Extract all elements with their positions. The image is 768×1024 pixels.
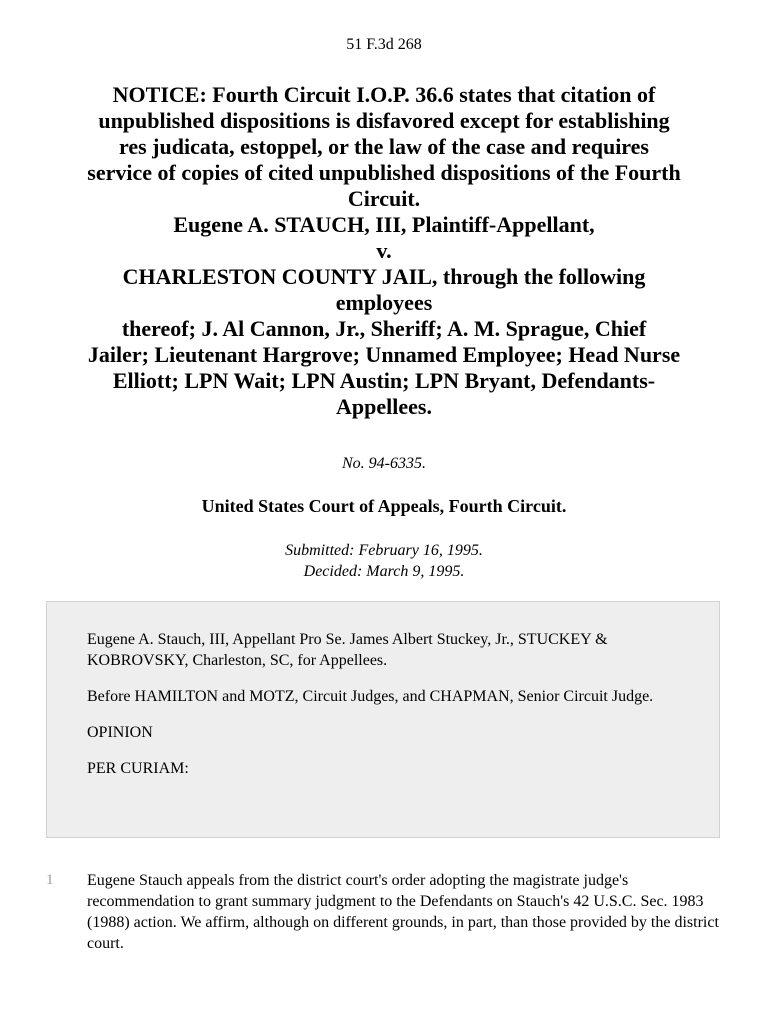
opinion-paragraph: [46, 870, 720, 954]
case-citation: 51 F.3d 268: [346, 36, 422, 53]
counsel-text: Eugene A. Stauch, III, Appellant Pro Se. James Albert Stuckey, Jr., STUCKEY & KOBROVSKY, Charleston, SC, for Appellees.: [87, 631, 608, 669]
title-line: Appellees.: [336, 394, 432, 419]
panel-text: Before HAMILTON and MOTZ, Circuit Judges, and CHAPMAN, Senior Circuit Judge.: [87, 688, 654, 705]
title-line: NOTICE: Fourth Circuit I.O.P. 36.6 states that citation of: [112, 82, 656, 107]
title-line: unpublished dispositions is disfavored except for establishing: [98, 108, 670, 133]
docket-number: No. 94-6335.: [342, 455, 426, 472]
title-line: Elliott; LPN Wait; LPN Austin; LPN Bryant, Defendants-: [112, 368, 656, 393]
submitted-date: Submitted: February 16, 1995.: [285, 542, 483, 559]
case-dates: [0, 540, 768, 582]
title-line: Circuit.: [347, 186, 421, 211]
title-line: CHARLESTON COUNTY JAIL, through the following: [122, 264, 646, 289]
opinion-label: OPINION: [87, 724, 153, 741]
case-title: [40, 82, 728, 420]
title-line: employees: [335, 290, 433, 315]
decided-date: Decided: March 9, 1995.: [303, 563, 465, 580]
paragraph-text: Eugene Stauch appeals from the district court's order adopting the magistrate judge's recommendation to grant summary judgment to the Defendants on Stauch's 42 U.S.C. Sec. 1983 (1988) action. We affirm, although on different grounds, in part, than those provided by the district court.: [87, 872, 719, 952]
per-curiam-label: PER CURIAM:: [87, 760, 189, 777]
case-info-box: [46, 601, 720, 838]
title-line: thereof; J. Al Cannon, Jr., Sheriff; A. M. Sprague, Chief: [121, 316, 647, 341]
title-line: v.: [376, 238, 392, 263]
title-line: service of copies of cited unpublished dispositions of the Fourth: [87, 160, 681, 185]
title-line: Eugene A. STAUCH, III, Plaintiff-Appellant,: [173, 212, 595, 237]
court-name: United States Court of Appeals, Fourth Circuit.: [201, 496, 567, 516]
title-line: res judicata, estoppel, or the law of the case and requires: [118, 134, 649, 159]
title-line: Jailer; Lieutenant Hargrove; Unnamed Employee; Head Nurse: [87, 342, 681, 367]
paragraph-number: 1: [46, 872, 54, 888]
